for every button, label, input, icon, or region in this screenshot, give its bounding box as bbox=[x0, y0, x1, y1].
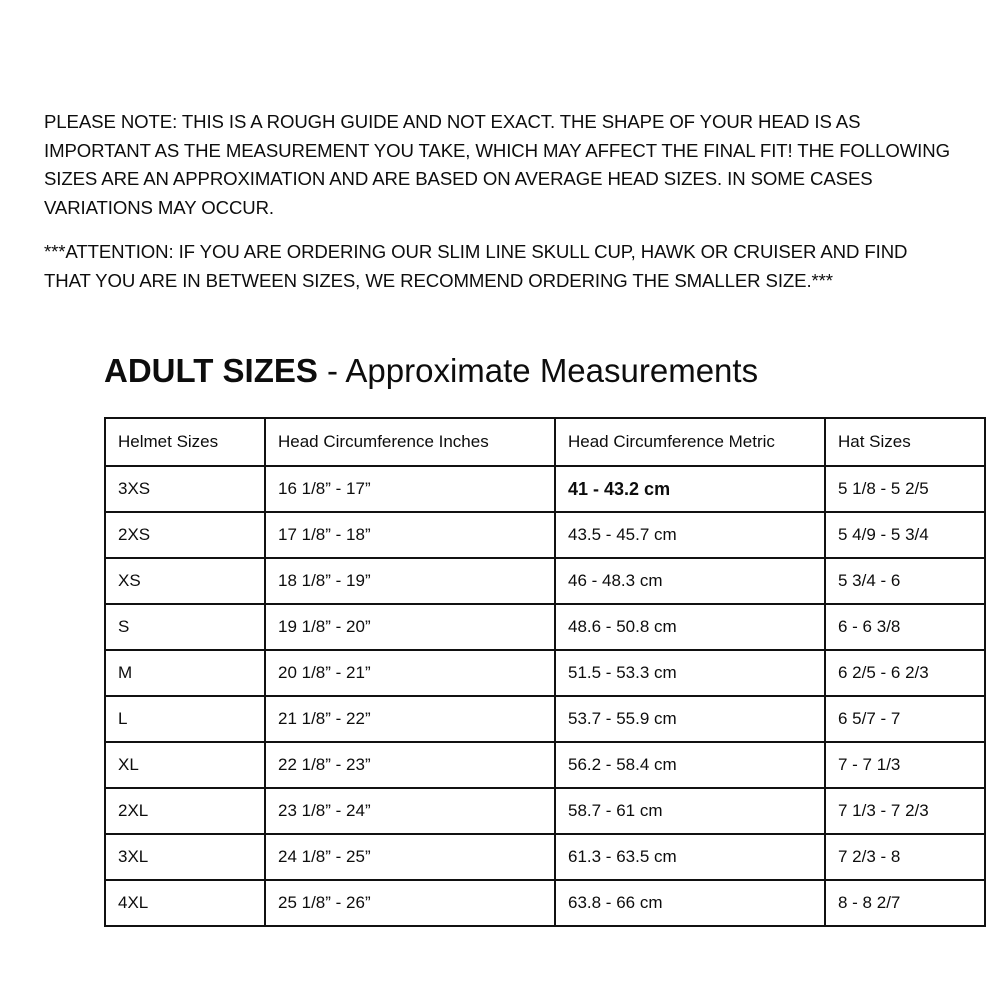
cell-metric: 58.7 - 61 cm bbox=[555, 788, 825, 834]
disclaimer-paragraph-1: PLEASE NOTE: THIS IS A ROUGH GUIDE AND NOT EXACT. THE SHAPE OF YOUR HEAD IS AS IMPORTANT AS THE MEASUREMENT YOU TAKE, WHICH MAY AFFECT THE FINAL FIT! THE FOLLOWING SIZES ARE AN APPROXIMATION AND ARE BASED ON AVERAGE HEAD SIZES. IN SOME CASES VARIATIONS MAY OCCUR. bbox=[44, 111, 950, 218]
cell-hat-size: 6 - 6 3/8 bbox=[825, 604, 985, 650]
table-row bbox=[105, 512, 985, 558]
cell-metric: 53.7 - 55.9 cm bbox=[555, 696, 825, 742]
cell-helmet-size: S bbox=[105, 604, 265, 650]
cell-metric: 51.5 - 53.3 cm bbox=[555, 650, 825, 696]
cell-hat-size: 7 - 7 1/3 bbox=[825, 742, 985, 788]
cell-helmet-size: 2XL bbox=[105, 788, 265, 834]
table-row bbox=[105, 558, 985, 604]
cell-inches: 23 1/8” - 24” bbox=[265, 788, 555, 834]
cell-helmet-size: 2XS bbox=[105, 512, 265, 558]
table-title bbox=[104, 351, 896, 391]
table-row bbox=[105, 650, 985, 696]
table-row bbox=[105, 880, 985, 926]
table-body bbox=[105, 466, 985, 926]
cell-hat-size: 6 5/7 - 7 bbox=[825, 696, 985, 742]
cell-inches: 17 1/8” - 18” bbox=[265, 512, 555, 558]
cell-hat-size: 5 4/9 - 5 3/4 bbox=[825, 512, 985, 558]
table-row bbox=[105, 742, 985, 788]
cell-inches: 19 1/8” - 20” bbox=[265, 604, 555, 650]
table-header-row bbox=[105, 418, 985, 466]
cell-inches: 16 1/8” - 17” bbox=[265, 466, 555, 512]
size-table bbox=[104, 417, 986, 927]
cell-hat-size: 6 2/5 - 6 2/3 bbox=[825, 650, 985, 696]
cell-helmet-size: 3XS bbox=[105, 466, 265, 512]
cell-metric: 56.2 - 58.4 cm bbox=[555, 742, 825, 788]
cell-inches: 20 1/8” - 21” bbox=[265, 650, 555, 696]
cell-metric: 61.3 - 63.5 cm bbox=[555, 834, 825, 880]
column-header-head-circumference-metric: Head Circumference Metric bbox=[555, 418, 825, 466]
cell-metric: 46 - 48.3 cm bbox=[555, 558, 825, 604]
table-title-bold: ADULT SIZES bbox=[104, 352, 318, 389]
table-row bbox=[105, 788, 985, 834]
cell-inches: 24 1/8” - 25” bbox=[265, 834, 555, 880]
cell-inches: 25 1/8” - 26” bbox=[265, 880, 555, 926]
table-row bbox=[105, 466, 985, 512]
cell-metric: 41 - 43.2 cm bbox=[555, 466, 825, 512]
cell-hat-size: 8 - 8 2/7 bbox=[825, 880, 985, 926]
cell-inches: 21 1/8” - 22” bbox=[265, 696, 555, 742]
cell-metric: 63.8 - 66 cm bbox=[555, 880, 825, 926]
cell-hat-size: 5 1/8 - 5 2/5 bbox=[825, 466, 985, 512]
size-table-section bbox=[44, 351, 956, 927]
cell-helmet-size: XS bbox=[105, 558, 265, 604]
cell-helmet-size: 4XL bbox=[105, 880, 265, 926]
cell-inches: 18 1/8” - 19” bbox=[265, 558, 555, 604]
table-row bbox=[105, 696, 985, 742]
cell-helmet-size: L bbox=[105, 696, 265, 742]
cell-hat-size: 7 1/3 - 7 2/3 bbox=[825, 788, 985, 834]
cell-hat-size: 5 3/4 - 6 bbox=[825, 558, 985, 604]
table-title-rest: - Approximate Measurements bbox=[317, 352, 759, 389]
table-row bbox=[105, 604, 985, 650]
table-header bbox=[105, 418, 985, 466]
cell-helmet-size: M bbox=[105, 650, 265, 696]
table-row bbox=[105, 834, 985, 880]
cell-metric: 43.5 - 45.7 cm bbox=[555, 512, 825, 558]
cell-helmet-size: XL bbox=[105, 742, 265, 788]
cell-metric: 48.6 - 50.8 cm bbox=[555, 604, 825, 650]
cell-inches: 22 1/8” - 23” bbox=[265, 742, 555, 788]
column-header-hat-sizes: Hat Sizes bbox=[825, 418, 985, 466]
column-header-head-circumference-inches: Head Circumference Inches bbox=[265, 418, 555, 466]
cell-helmet-size: 3XL bbox=[105, 834, 265, 880]
column-header-helmet-sizes: Helmet Sizes bbox=[105, 418, 265, 466]
disclaimer-block bbox=[44, 108, 956, 295]
disclaimer-paragraph-2: ***ATTENTION: IF YOU ARE ORDERING OUR SLIM LINE SKULL CUP, HAWK OR CRUISER AND FIND THAT YOU ARE IN BETWEEN SIZES, WE RECOMMEND ORDERING THE SMALLER SIZE.*** bbox=[44, 241, 908, 291]
cell-hat-size: 7 2/3 - 8 bbox=[825, 834, 985, 880]
